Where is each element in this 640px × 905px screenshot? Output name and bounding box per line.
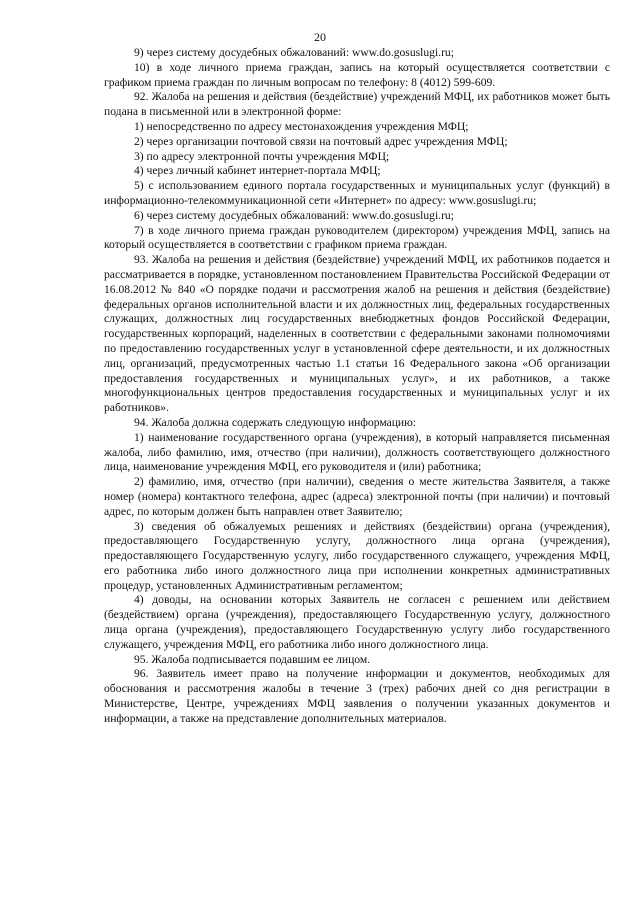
paragraph: 9) через систему досудебных обжалований: www.do.gosuslugi.ru; [134,46,454,59]
paragraph: 2) через организации почтовой связи на почтовый адрес учреждения МФЦ; [134,134,508,148]
paragraph: 95. Жалоба подписывается подавшим ее лицом. [134,652,371,666]
paragraph: 1) непосредственно по адресу местонахождения учреждения МФЦ; [134,119,469,133]
paragraph: 7) в ходе личного приема граждан руководителем (директором) учреждения МФЦ, запись на который осуществляется в соответствии с графиком приема граждан. [104,223,610,252]
paragraph: 4) через личный кабинет интернет-портала МФЦ; [134,164,381,178]
page-number: 20 [314,30,326,44]
paragraph: 2) фамилию, имя, отчество (при наличии), сведения о месте жительства Заявителя, а также номер (номера) контактного телефона, адрес (адреса) электронной почты (при наличии) и почтовый адрес, по которым должен быть направлен ответ Заявителю; [104,475,610,518]
paragraph: 92. Жалоба на решения и действия (бездействие) учреждений МФЦ, их работников может быть подана в письменной или в электронной форме: [104,90,610,119]
paragraph: 3) по адресу электронной почты учреждения МФЦ; [134,149,390,163]
paragraph: 4) доводы, на основании которых Заявитель не согласен с решением или действием (бездействием) органа (учреждения), предоставляющего Государственную услугу, должностного лица органа (учреждения), предоставляющего Государственную услугу либо государственного служащего, учреждения МФЦ, его работника либо иного должностного лица. [104,593,610,651]
paragraph: 93. Жалоба на решения и действия (бездействие) учреждений МФЦ, их работников подается и рассматривается в порядке, установленном постановлением Правительства Российской Федерации от 16.08.2012 № 840 «О порядке подачи и рассмотрения жалоб на решения и действия (бездействие) федеральных органов исполнительной власти и их должностных лиц, федеральных государственных служащих, должностных лиц государственных внебюджетных фондов Российской Федерации, государственных корпораций, наделенных в соответствии с федеральными законами полномочиями по предоставлению государственных услуг в установленной сфере деятельности, и их должностных лиц, организаций, предусмотренных частью 1.1 статьи 16 Федерального закона «Об организации предоставления государственных и муниципальных услуг», и их работников, а также многофункциональных центров предоставления государственных и муниципальных услуг и их работников». [104,253,610,415]
paragraph: 96. Заявитель имеет право на получение информации и документов, необходимых для обоснования и рассмотрения жалобы в течение 3 (трех) рабочих дней со дня регистрации в Министерстве, Центре, учреждениях МФЦ заявления о получении указанных документов и информации, а также на представление дополнительных материалов. [104,667,610,725]
document-body [104,46,610,727]
paragraph: 5) с использованием единого портала государственных и муниципальных услуг (функций) в информационно-телекоммуникационной сети «Интернет» по адресу: www.gosuslugi.ru; [104,179,610,207]
paragraph: 1) наименование государственного органа (учреждения), в который направляется письменная жалоба, либо фамилию, имя, отчество (при наличии), должность соответствующего должностного лица, наименование учреждения МФЦ, его руководителя и (или) работника; [104,430,610,474]
paragraph: 3) сведения об обжалуемых решениях и действиях (бездействии) органа (учреждения), предоставляющего Государственную услугу, должностного лица органа (учреждения), предоставляющего Государственную услугу, либо государственного служащего, учреждения МФЦ, его работника либо иного должностного лица при исполнении конкретных административных процедур, установленных Административным регламентом; [104,519,610,592]
paragraph: 10) в ходе личного приема граждан, запись на который осуществляется соответствии с графиком приема граждан по личным вопросам по телефону: 8 (4012) 599-609. [104,60,610,89]
paragraph: 6) через систему досудебных обжалований: www.do.gosuslugi.ru; [134,208,454,222]
paragraph: 94. Жалоба должна содержать следующую информацию: [134,415,417,429]
